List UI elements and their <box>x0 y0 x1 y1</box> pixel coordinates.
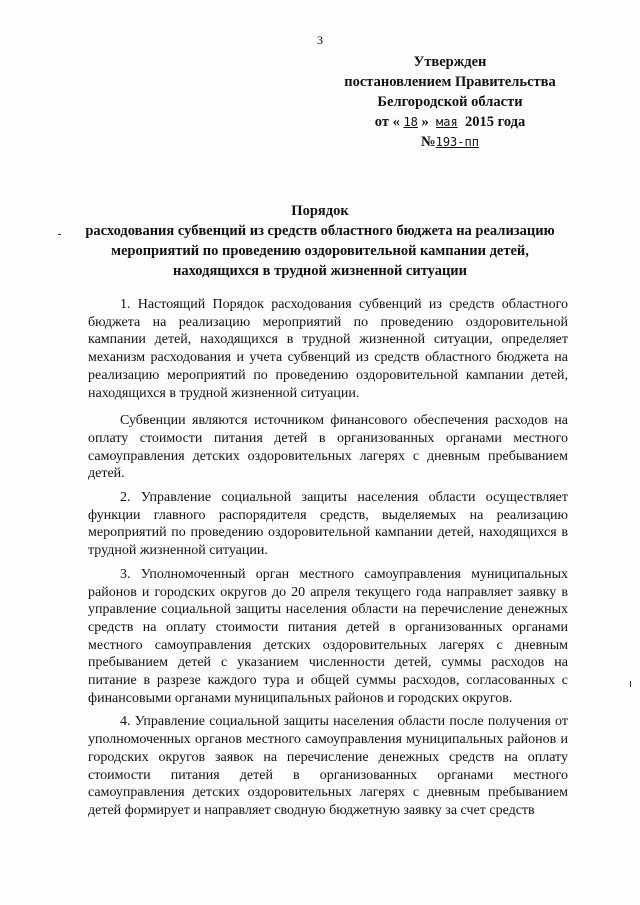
paragraph-subventions: Субвенции являются источником финансового обеспечения расходов на оплату стоимости питания детей в организованных органами местного самоуправления детских оздоровительных лагерях с дневным пребыванием детей. <box>88 413 568 482</box>
heading-line-2: мероприятий по проведению оздоровительной кампании детей, <box>111 243 529 259</box>
approval-date-year: 2015 года <box>464 114 526 130</box>
document-body <box>88 296 568 820</box>
approval-number-value: 193-пп <box>435 135 479 149</box>
paragraph-1: 1. Настоящий Порядок расходования субвенций из средств областного бюджета на реализацию мероприятий по проведению оздоровительной кампании детей, находящихся в трудной жизненной ситуации, определяет механизм расходования и учета субвенций из средств областного бюджета на реализацию мероприятий по проведению оздоровительной кампании детей, находящихся в трудной жизненной ситуации. <box>88 297 568 401</box>
approval-date-sep: » <box>421 114 429 130</box>
approval-number-prefix: № <box>421 134 436 150</box>
approval-line-resolution: постановлением Правительства <box>344 74 556 90</box>
approval-date-prefix: от « <box>374 114 400 130</box>
heading-line-1: расходования субвенций из средств областного бюджета на реализацию <box>85 223 555 239</box>
approval-line-region: Белгородской области <box>377 94 523 110</box>
heading-title: Порядок <box>291 203 349 219</box>
approval-date-month: мая <box>436 115 458 129</box>
scan-edge-mark <box>630 681 631 687</box>
approval-line-approved: Утвержден <box>413 54 487 70</box>
paragraph-3: 3. Уполномоченный орган местного самоуправления муниципальных районов и городских округов до 20 апреля текущего года направляет заявку в управление социальной защиты населения области на перечисление денежных средств на оплату стоимости питания детей в организованных органами местного самоуправления детских оздоровительных лагерях с дневным пребыванием детей с указанием численности детей, суммы расходов на питание в разрезе каждого тура и общей суммы расходов, согласованных с финансовыми органами муниципальных районов и городских округов. <box>88 566 568 706</box>
page-number: 3 <box>317 33 323 47</box>
approval-date-day: 18 <box>403 115 418 129</box>
approval-block <box>300 52 600 152</box>
document-heading <box>70 201 570 281</box>
approval-number <box>300 132 600 152</box>
scan-dash-mark <box>58 234 61 235</box>
heading-line-3: находящихся в трудной жизненной ситуации <box>172 263 468 279</box>
paragraph-4: 4. Управление социальной защиты населения области после получения от уполномоченных органов местного самоуправления муниципальных районов и городских округов заявок на перечисление денежных средств на оплату стоимости питания детей в организованных органами местного самоуправления детских оздоровительных лагерях с дневным пребыванием детей формирует и направляет сводную бюджетную заявку за счет средств <box>88 714 568 818</box>
approval-date <box>300 112 600 132</box>
paragraph-2: 2. Управление социальной защиты населения области осуществляет функции главного распорядителя средств, выделяемых на реализацию мероприятий по проведению оздоровительной кампании детей, находящихся в трудной жизненной ситуации. <box>88 490 568 559</box>
